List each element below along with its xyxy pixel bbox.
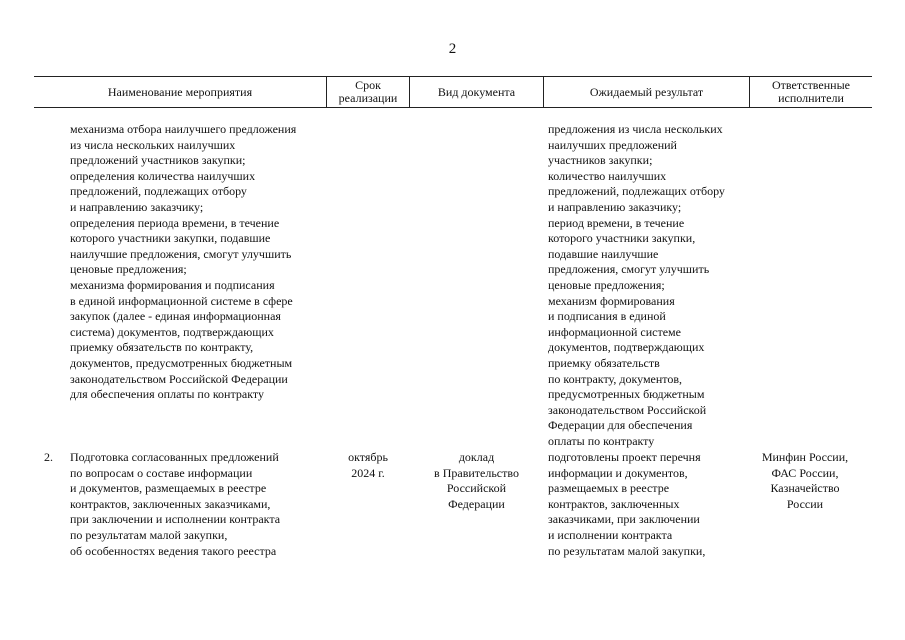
header-event-name: Наименование мероприятия (107, 84, 253, 99)
row-deadline: октябрь 2024 г. (348, 450, 388, 480)
header-expected-result: Ожидаемый результат (589, 84, 704, 99)
row-event-name: Подготовка согласованных предложений по вопросам о составе информации и документов, размещаемых в реестре контрактов, заключенных заказчиками, при заключении и исполнении контракта по результатам малой закупки, об особенностях ведения такого реестра (70, 450, 281, 558)
header-document-type: Вид документа (437, 84, 516, 99)
table-header-bottom-border (34, 107, 872, 108)
continued-event-name: механизма отбора наилучшего предложения из числа нескольких наилучших предложений участников закупки; определения количества наилучших предложений, подлежащих отбору и направлению заказчику; определения периода времени, в течение которого участники закупки, подавшие наилучшие предложения, смогут улучшить ценовые предложения; механизма формирования и подписания в единой информационной системе в сфере закупок (далее - единая информационная система) документов, подтверждающих приемку обязательств по контракту, документов, предусмотренных бюджетным законодательством Российской Федерации для обеспечения оплаты по контракту (70, 122, 297, 402)
row-document-type: доклад в Правительство Российской Федерации (434, 450, 519, 511)
row-number: 2. (44, 450, 53, 464)
header-responsible: Ответственные исполнители (772, 78, 850, 105)
row-expected-result: подготовлены проект перечня информации и документов, размещаемых в реестре контрактов, заключенных заказчиками, при заключении и исполнении контракта по результатам малой закупки, (548, 450, 706, 558)
row-responsible: Минфин России, ФАС России, Казначейство России (761, 450, 849, 511)
page-number: 2 (448, 41, 457, 57)
continued-expected-result: предложения из числа нескольких наилучших предложений участников закупки; количество наилучших предложений, подлежащих отбору и направлению заказчику; период времени, в течение которого участники закупки, подавшие наилучшие предложения, смогут улучшить ценовые предложения; механизм формирования и подписания в единой информационной системе документов, подтверждающих приемку обязательств по контракту, документов, предусмотренных бюджетным законодательством Российской Федерации для обеспечения оплаты по контракту (548, 122, 725, 448)
header-deadline: Срок реализации (338, 78, 398, 105)
